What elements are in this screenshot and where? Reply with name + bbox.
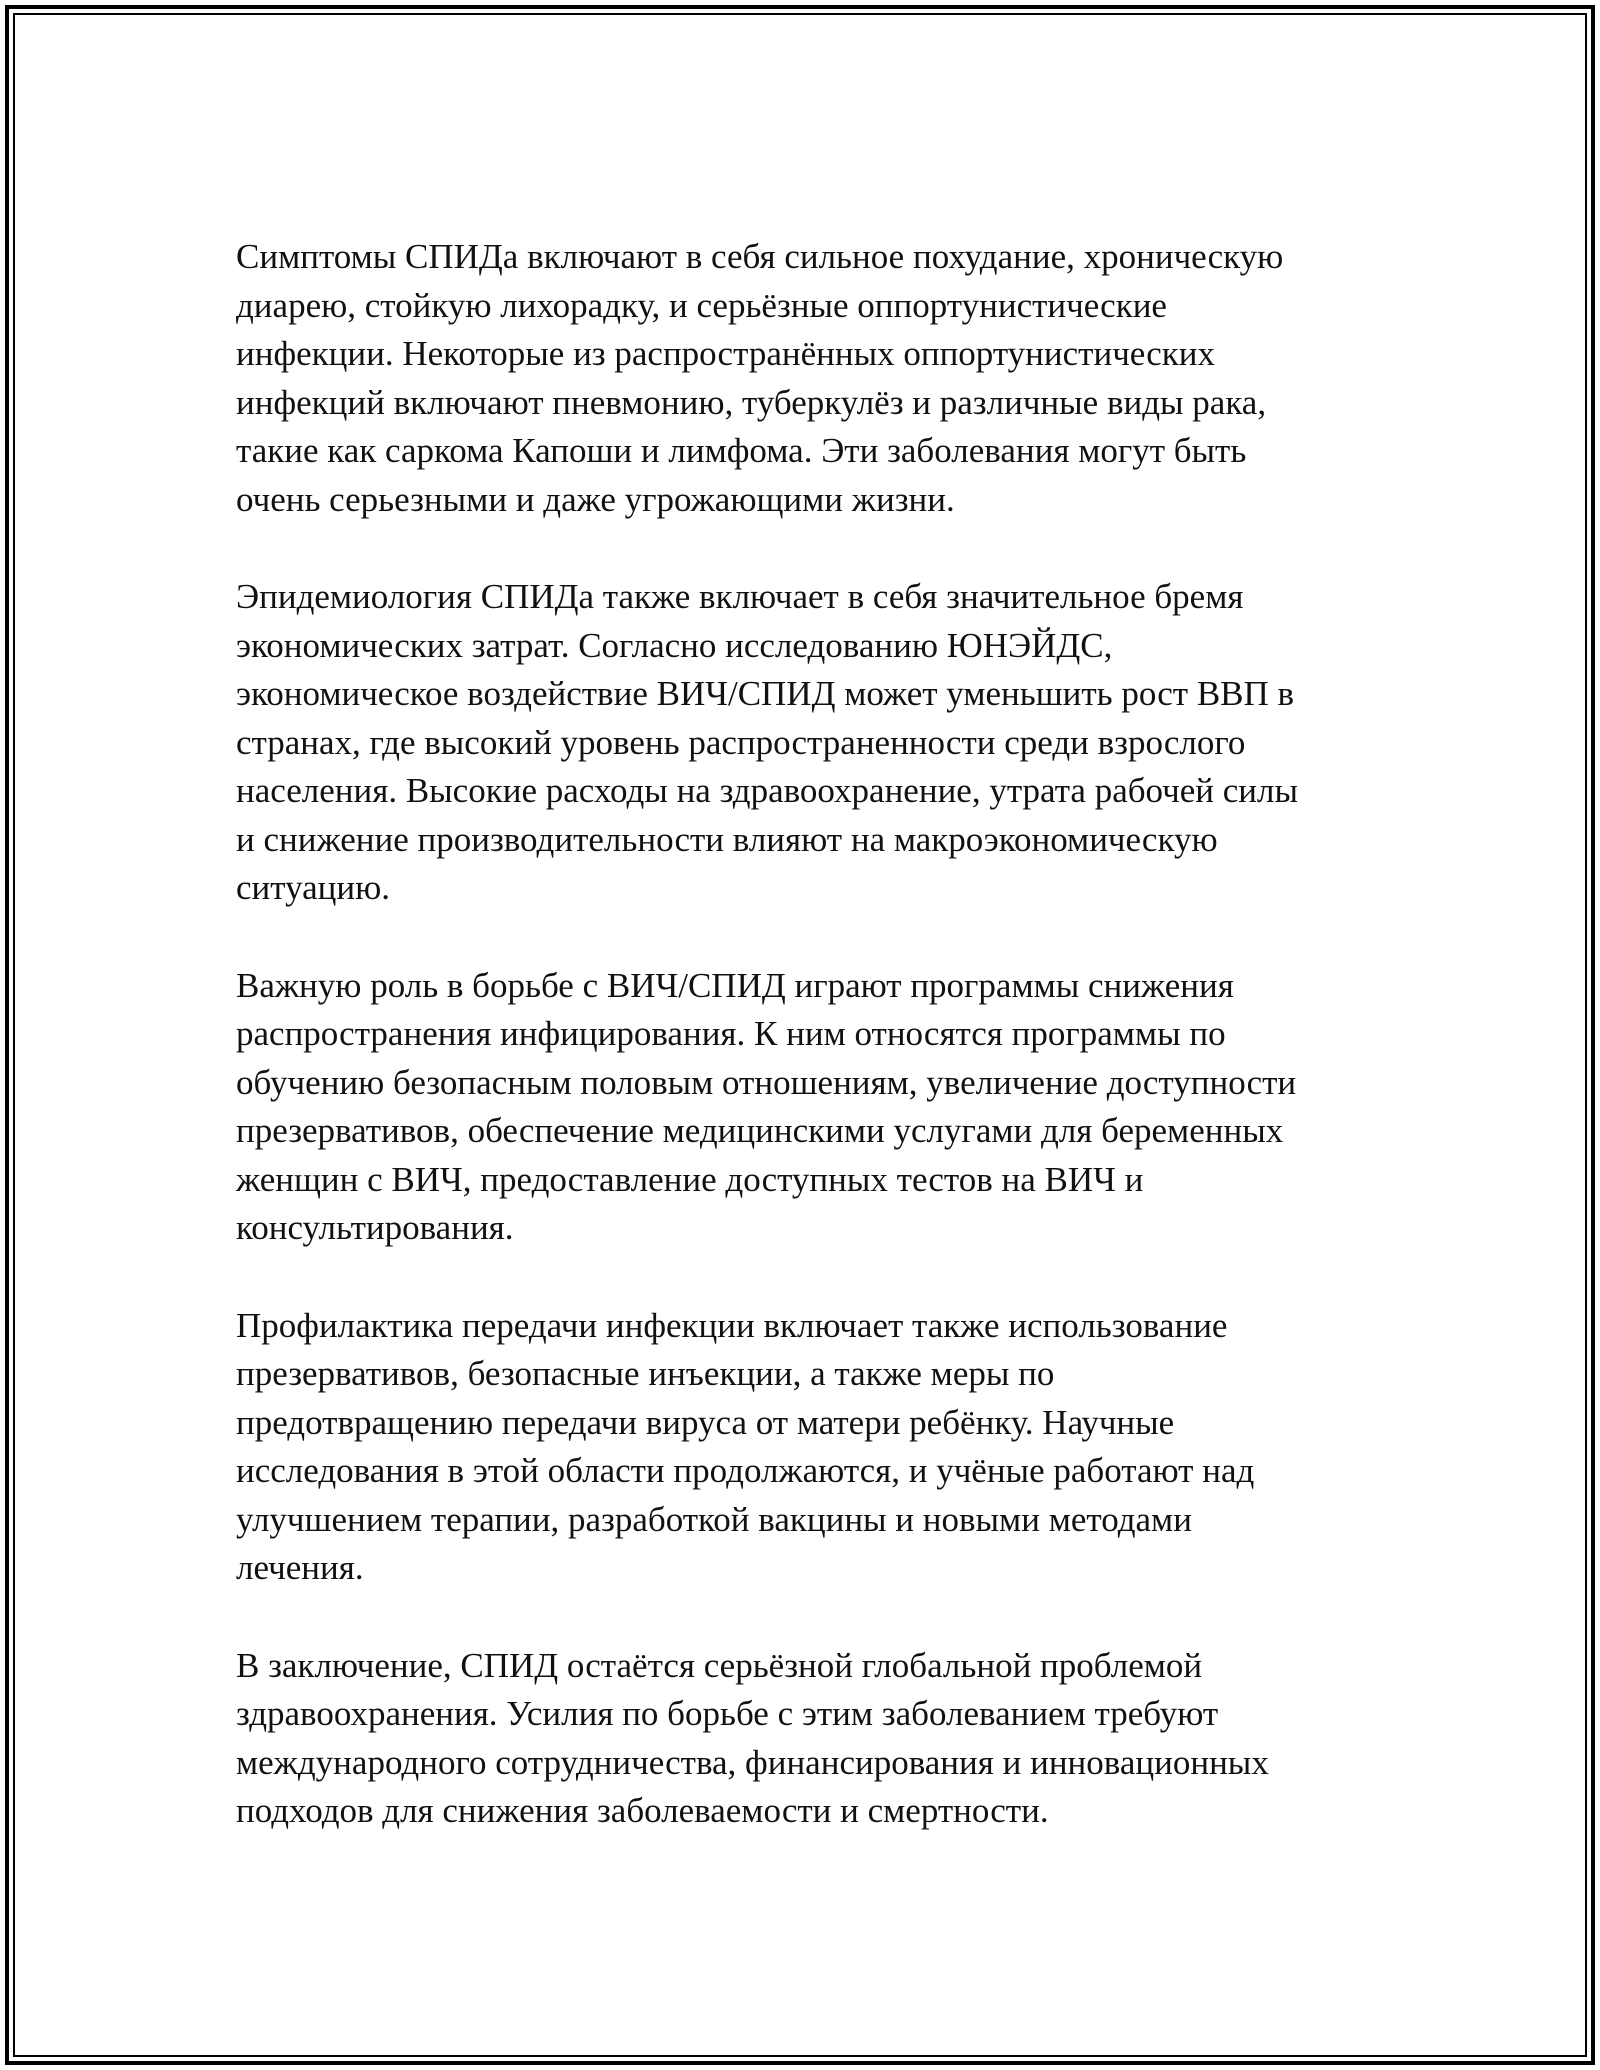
text-line: улучшением терапии, разработкой вакцины и новыми методами (236, 1499, 1192, 1539)
text-line: Важную роль в борьбе с ВИЧ/СПИД играют программы снижения (236, 965, 1234, 1005)
text-line: очень серьезными и даже угрожающими жизни. (236, 479, 955, 519)
text-line: Профилактика передачи инфекции включает также использование (236, 1305, 1228, 1345)
paragraph-conclusion (236, 1642, 1376, 1836)
text-line: такие как саркома Капоши и лимфома. Эти заболевания могут быть (236, 431, 1247, 470)
text-line: В заключение, СПИД остаётся серьёзной глобальной проблемой (236, 1645, 1203, 1685)
text-line: презервативов, безопасные инъекции, а также меры по (236, 1354, 1055, 1393)
text-line: лечения. (236, 1548, 364, 1587)
text-line: подходов для снижения заболеваемости и смертности. (236, 1791, 1049, 1830)
paragraph-prevention (236, 1302, 1376, 1593)
text-line: диарею, стойкую лихорадку, и серьёзные оппортунистические (236, 285, 1167, 325)
text-line: предотвращению передачи вируса от матери ребёнку. Научные (236, 1402, 1175, 1442)
paragraph-programs (236, 962, 1376, 1253)
text-line: обучению безопасным половым отношениям, увеличение доступности (236, 1062, 1297, 1102)
paragraph-symptoms (236, 233, 1376, 524)
text-line: презервативов, обеспечение медицинскими услугами для беременных (236, 1111, 1284, 1150)
text-line: распространения инфицирования. К ним относятся программы по (236, 1014, 1226, 1053)
text-line: здравоохранения. Усилия по борьбе с этим заболеванием требуют (236, 1694, 1219, 1733)
text-line: странах, где высокий уровень распространенности среди взрослого (236, 722, 1246, 762)
text-line: женщин с ВИЧ, предоставление доступных тестов на ВИЧ и (236, 1159, 1144, 1199)
text-line: международного сотрудничества, финансирования и инновационных (236, 1742, 1269, 1782)
text-line: и снижение производительности влияют на макроэкономическую (236, 819, 1218, 859)
text-line: инфекций включают пневмонию, туберкулёз и различные виды рака, (236, 382, 1267, 422)
text-line: населения. Высокие расходы на здравоохранение, утрата рабочей силы (236, 771, 1298, 810)
text-line: Симптомы СПИДа включают в себя сильное похудание, хроническую (236, 237, 1284, 276)
text-line: Эпидемиология СПИДа также включает в себя значительное бремя (236, 577, 1244, 616)
text-line: консультирования. (236, 1208, 514, 1247)
text-line: экономических затрат. Согласно исследованию ЮНЭЙДС, (236, 625, 1113, 665)
paragraph-epidemiology (236, 573, 1376, 913)
document-body (236, 233, 1376, 1885)
text-line: исследования в этой области продолжаются, и учёные работают над (236, 1451, 1255, 1490)
text-line: экономическое воздействие ВИЧ/СПИД может уменьшить рост ВВП в (236, 674, 1295, 713)
text-line: инфекции. Некоторые из распространённых оппортунистических (236, 334, 1215, 373)
text-line: ситуацию. (236, 868, 391, 907)
